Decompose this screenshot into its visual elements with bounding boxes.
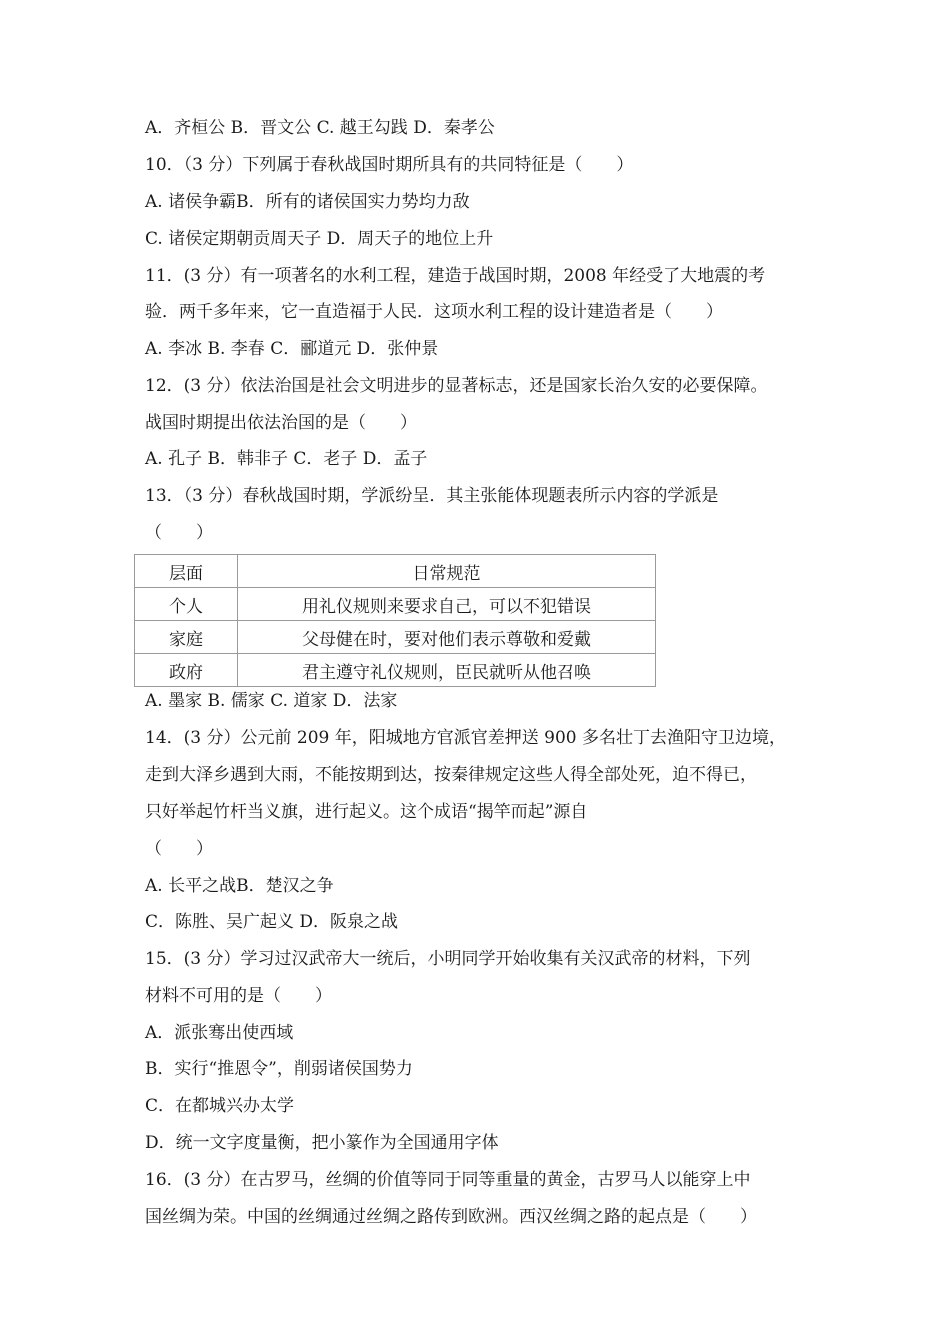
- q15-stem-line2: 材料不可用的是（ ）: [145, 986, 332, 1006]
- table-header-cell: 日常规范: [238, 555, 656, 588]
- table-header-cell: 层面: [135, 555, 238, 588]
- q13-answer-bracket: （ ）: [145, 523, 213, 543]
- q13-options: A. 墨家 B. 儒家 C. 道家 D．法家: [145, 691, 398, 711]
- q16-stem-line1: 16．(3 分）在古罗马，丝绸的价值等同于同等重量的黄金，古罗马人以能穿上中: [145, 1170, 751, 1190]
- table-row: [135, 654, 656, 687]
- q12-options: A. 孔子 B．韩非子 C．老子 D．孟子: [145, 449, 428, 469]
- q16-stem-line2: 国丝绸为荣。中国的丝绸通过丝绸之路传到欧洲。西汉丝绸之路的起点是（ ）: [145, 1207, 757, 1227]
- table-cell: 用礼仪规则来要求自己，可以不犯错误: [238, 588, 656, 621]
- q9-options: A．齐桓公 B．晋文公 C. 越王勾践 D．秦孝公: [145, 118, 495, 138]
- q11-options: A. 李冰 B. 李春 C．郦道元 D．张仲景: [145, 339, 439, 359]
- q11-stem-line2: 验．两千多年来，它一直造福于人民．这项水利工程的设计建造者是（ ）: [145, 302, 723, 322]
- table-cell: 政府: [135, 654, 238, 687]
- q11-stem-line1: 11．(3 分）有一项著名的水利工程，建造于战国时期，2008 年经受了大地震的考: [145, 266, 766, 286]
- q12-stem-line2: 战国时期提出依法治国的是（ ）: [145, 413, 417, 433]
- table-row: [135, 621, 656, 654]
- table-header-row: [135, 555, 656, 588]
- q15-option-c: C．在都城兴办太学: [145, 1096, 295, 1116]
- q10-options-ab: A. 诸侯争霸B．所有的诸侯国实力势均力敌: [145, 192, 470, 212]
- q15-stem-line1: 15．(3 分）学习过汉武帝大一统后，小明同学开始收集有关汉武帝的材料，下列: [145, 949, 751, 969]
- table-cell: 君主遵守礼仪规则，臣民就听从他召唤: [238, 654, 656, 687]
- table-cell: 父母健在时，要对他们表示尊敬和爱戴: [238, 621, 656, 654]
- q14-answer-bracket: （ ）: [145, 839, 213, 859]
- q15-option-d: D．统一文字度量衡，把小篆作为全国通用字体: [145, 1133, 499, 1153]
- q13-stem: 13．（3 分）春秋战国时期，学派纷呈．其主张能体现题表所示内容的学派是: [145, 486, 719, 506]
- q15-option-b: B．实行“推恩令”，削弱诸侯国势力: [145, 1059, 413, 1079]
- q15-option-a: A．派张骞出使西域: [145, 1023, 294, 1043]
- q14-options-cd: C．陈胜、吴广起义 D．阪泉之战: [145, 912, 399, 932]
- q10-options-cd: C. 诸侯定期朝贡周天子 D．周天子的地位上升: [145, 229, 494, 249]
- table-cell: 家庭: [135, 621, 238, 654]
- table-row: [135, 588, 656, 621]
- q12-stem-line1: 12．(3 分）依法治国是社会文明进步的显著标志，还是国家长治久安的必要保障。: [145, 376, 768, 396]
- table-cell: 个人: [135, 588, 238, 621]
- q14-options-ab: A. 长平之战B．楚汉之争: [145, 876, 334, 896]
- q10-stem: 10．（3 分）下列属于春秋战国时期所具有的共同特征是（ ）: [145, 155, 634, 175]
- q14-stem-line2: 走到大泽乡遇到大雨，不能按期到达，按秦律规定这些人得全部处死，迫不得已，: [145, 765, 757, 785]
- q14-stem-line3: 只好举起竹杆当义旗，进行起义。这个成语“揭竿而起”源自: [145, 802, 588, 822]
- q13-table: [134, 554, 656, 687]
- q14-stem-line1: 14．(3 分）公元前 209 年，阳城地方官派官差押送 900 多名壮丁去渔阳守卫边境，: [145, 728, 786, 748]
